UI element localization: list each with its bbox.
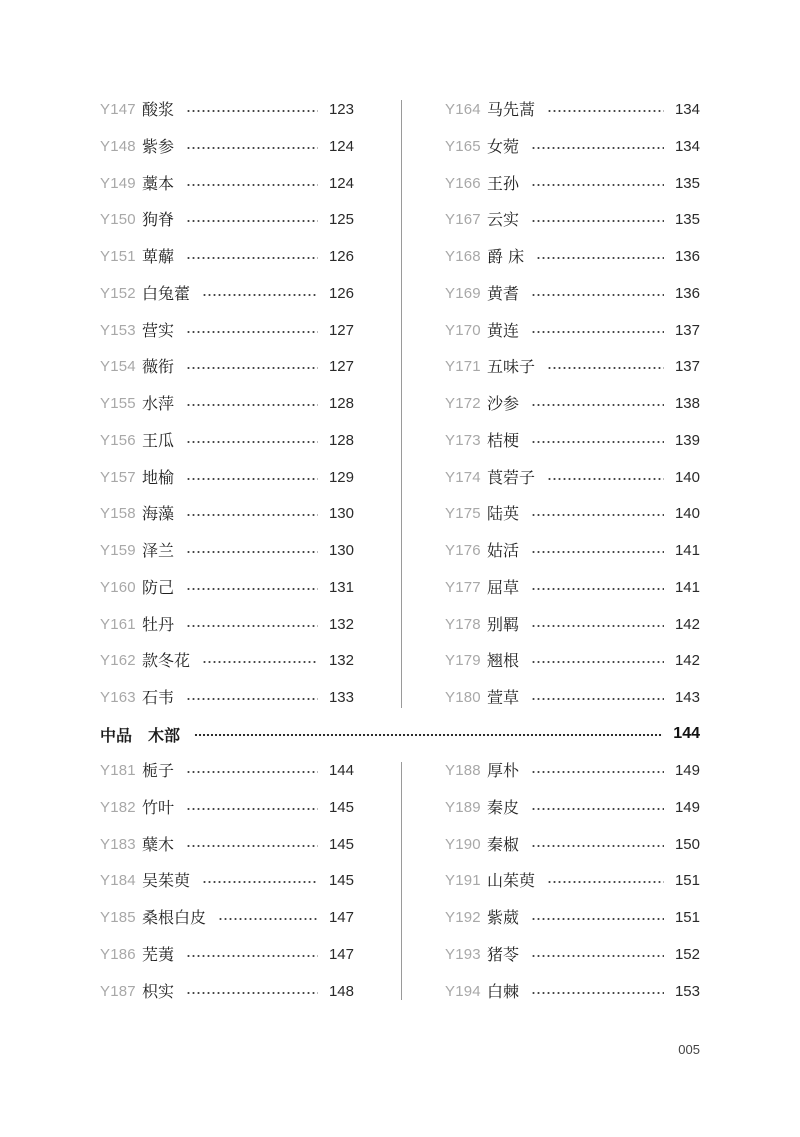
leader-dots bbox=[531, 551, 664, 553]
toc-entry bbox=[100, 943, 354, 967]
entry-name: 水萍 bbox=[142, 394, 175, 413]
entry-name: 蘖木 bbox=[142, 834, 175, 854]
entry-page-number: 130 bbox=[328, 542, 354, 559]
entry-name: 狗脊 bbox=[142, 210, 175, 230]
entry-name: 石韦 bbox=[142, 688, 175, 707]
entry-page-number: 139 bbox=[674, 431, 700, 449]
entry-code: Y185 bbox=[100, 909, 136, 926]
toc-entry bbox=[100, 686, 354, 710]
entry-name: 枳实 bbox=[142, 981, 175, 1001]
entry-page-number: 136 bbox=[674, 248, 700, 265]
leader-dots bbox=[531, 331, 664, 333]
entry-page-number: 135 bbox=[674, 174, 700, 192]
entry-page-number: 127 bbox=[328, 358, 354, 376]
entry-name: 桔梗 bbox=[487, 430, 520, 450]
toc-entry bbox=[445, 759, 700, 783]
entry-name: 白棘 bbox=[487, 981, 520, 1001]
toc-entry bbox=[100, 980, 354, 1004]
entry-code: Y157 bbox=[100, 468, 136, 486]
entry-name: 黄连 bbox=[487, 320, 520, 340]
entry-code: Y179 bbox=[445, 652, 481, 670]
entry-code: Y163 bbox=[100, 689, 136, 706]
toc-entry bbox=[445, 796, 700, 820]
page-folio: 005 bbox=[678, 1042, 700, 1057]
column-divider-bottom bbox=[401, 762, 402, 1000]
entry-page-number: 153 bbox=[674, 982, 700, 1000]
entry-name: 厚朴 bbox=[487, 761, 520, 780]
leader-dots bbox=[531, 514, 664, 516]
entry-code: Y162 bbox=[100, 652, 136, 670]
entry-name: 酸浆 bbox=[142, 100, 175, 119]
entry-name: 沙参 bbox=[487, 394, 520, 413]
toc-entry bbox=[445, 833, 700, 857]
toc-entry bbox=[445, 319, 700, 343]
leader-dots bbox=[186, 588, 318, 590]
entry-code: Y164 bbox=[445, 101, 481, 118]
entry-page-number: 128 bbox=[328, 431, 354, 449]
toc-entry bbox=[100, 208, 354, 232]
entry-page-number: 132 bbox=[328, 615, 354, 633]
entry-page-number: 150 bbox=[674, 835, 700, 853]
entry-name: 芜荑 bbox=[142, 944, 175, 964]
entry-name: 五味子 bbox=[487, 357, 536, 377]
leader-dots bbox=[186, 845, 318, 847]
entry-code: Y156 bbox=[100, 431, 136, 449]
entry-code: Y174 bbox=[445, 468, 481, 486]
column-divider-top bbox=[401, 100, 402, 708]
entry-page-number: 133 bbox=[328, 689, 354, 706]
toc-entry bbox=[100, 135, 354, 159]
entry-name: 猪苓 bbox=[487, 944, 520, 964]
entry-page-number: 140 bbox=[674, 468, 700, 486]
entry-page-number: 123 bbox=[328, 101, 354, 118]
toc-entry bbox=[445, 392, 700, 416]
entry-code: Y188 bbox=[445, 762, 481, 779]
entry-page-number: 145 bbox=[328, 872, 354, 890]
leader-dots bbox=[531, 808, 664, 810]
entry-name: 地榆 bbox=[142, 467, 175, 487]
leader-dots bbox=[186, 955, 318, 957]
entry-name: 栀子 bbox=[142, 761, 175, 780]
leader-dots bbox=[186, 220, 318, 222]
toc-entry bbox=[100, 759, 354, 783]
toc-entry bbox=[100, 172, 354, 196]
entry-name: 秦椒 bbox=[487, 834, 520, 854]
entry-name: 姑活 bbox=[487, 541, 520, 560]
entry-code: Y191 bbox=[445, 872, 481, 890]
leader-dots bbox=[186, 331, 318, 333]
entry-code: Y172 bbox=[445, 395, 481, 412]
toc-entry bbox=[445, 686, 700, 710]
entry-code: Y181 bbox=[100, 762, 136, 779]
entry-page-number: 141 bbox=[674, 542, 700, 559]
toc-entry bbox=[445, 172, 700, 196]
entry-name: 款冬花 bbox=[142, 651, 191, 671]
leader-dots bbox=[531, 918, 664, 920]
toc-entry bbox=[445, 613, 700, 637]
toc-entry bbox=[100, 649, 354, 673]
entry-code: Y165 bbox=[445, 137, 481, 155]
entry-name: 王孙 bbox=[487, 173, 520, 193]
entry-name: 竹叶 bbox=[142, 797, 175, 817]
entry-name: 翘根 bbox=[487, 651, 520, 671]
entry-code: Y178 bbox=[445, 615, 481, 633]
leader-dots bbox=[202, 881, 318, 883]
leader-dots bbox=[547, 881, 664, 883]
entry-code: Y148 bbox=[100, 137, 136, 155]
entry-page-number: 148 bbox=[328, 982, 354, 1000]
entry-page-number: 126 bbox=[328, 284, 354, 302]
entry-code: Y193 bbox=[445, 945, 481, 963]
entry-name: 藁本 bbox=[142, 173, 175, 193]
entry-code: Y189 bbox=[445, 798, 481, 816]
entry-code: Y153 bbox=[100, 321, 136, 339]
entry-code: Y169 bbox=[445, 284, 481, 302]
entry-code: Y161 bbox=[100, 615, 136, 633]
leader-dots bbox=[186, 404, 318, 406]
entry-code: Y166 bbox=[445, 174, 481, 192]
leader-dots bbox=[547, 110, 664, 112]
entry-page-number: 128 bbox=[328, 395, 354, 412]
entry-code: Y183 bbox=[100, 835, 136, 853]
entry-code: Y187 bbox=[100, 982, 136, 1000]
entry-name: 爵 床 bbox=[487, 247, 525, 266]
leader-dots bbox=[194, 734, 663, 736]
entry-name: 屈草 bbox=[487, 577, 520, 597]
entry-code: Y150 bbox=[100, 211, 136, 229]
leader-dots bbox=[531, 661, 664, 663]
entry-page-number: 144 bbox=[328, 762, 354, 779]
entry-page-number: 124 bbox=[328, 174, 354, 192]
toc-entry bbox=[445, 245, 700, 269]
toc-entry bbox=[445, 980, 700, 1004]
toc-entry bbox=[100, 319, 354, 343]
toc-entry bbox=[100, 539, 354, 563]
entry-page-number: 151 bbox=[674, 909, 700, 926]
entry-page-number: 125 bbox=[328, 211, 354, 229]
leader-dots bbox=[218, 918, 318, 920]
entry-page-number: 151 bbox=[674, 872, 700, 890]
entry-code: Y154 bbox=[100, 358, 136, 376]
toc-entry bbox=[100, 502, 354, 526]
toc-entry bbox=[445, 576, 700, 600]
toc-entry bbox=[445, 282, 700, 306]
entry-name: 王瓜 bbox=[142, 430, 175, 450]
entry-name: 紫葳 bbox=[487, 908, 520, 927]
toc-entry bbox=[445, 208, 700, 232]
leader-dots bbox=[547, 367, 664, 369]
entry-page-number: 142 bbox=[674, 652, 700, 670]
entry-name: 桑根白皮 bbox=[142, 908, 207, 927]
entry-name: 营实 bbox=[142, 320, 175, 340]
entry-code: Y168 bbox=[445, 248, 481, 265]
leader-dots bbox=[531, 184, 664, 186]
entry-name: 秦皮 bbox=[487, 797, 520, 817]
leader-dots bbox=[202, 294, 318, 296]
entry-page-number: 124 bbox=[328, 137, 354, 155]
toc-entry bbox=[100, 98, 354, 122]
entry-name: 防己 bbox=[142, 577, 175, 597]
entry-code: Y160 bbox=[100, 578, 136, 596]
entry-code: Y194 bbox=[445, 982, 481, 1000]
entry-page-number: 136 bbox=[674, 284, 700, 302]
entry-name: 萆薢 bbox=[142, 247, 175, 266]
entry-name: 陆英 bbox=[487, 504, 520, 524]
toc-entry bbox=[100, 833, 354, 857]
entry-name: 白兔藿 bbox=[142, 283, 191, 303]
entry-name: 山茱萸 bbox=[487, 871, 536, 891]
entry-code: Y155 bbox=[100, 395, 136, 412]
leader-dots bbox=[186, 698, 318, 700]
toc-entry bbox=[100, 282, 354, 306]
toc-entry bbox=[445, 135, 700, 159]
entry-code: Y175 bbox=[445, 505, 481, 523]
entry-code: Y158 bbox=[100, 505, 136, 523]
leader-dots bbox=[531, 220, 664, 222]
entry-page-number: 137 bbox=[674, 321, 700, 339]
entry-name: 萱草 bbox=[487, 688, 520, 707]
leader-dots bbox=[186, 441, 318, 443]
entry-code: Y177 bbox=[445, 578, 481, 596]
section-heading bbox=[100, 722, 700, 746]
leader-dots bbox=[531, 698, 664, 700]
entry-page-number: 140 bbox=[674, 505, 700, 523]
leader-dots bbox=[531, 404, 664, 406]
entry-code: Y186 bbox=[100, 945, 136, 963]
toc-entry bbox=[445, 98, 700, 122]
entry-name: 女菀 bbox=[487, 136, 520, 156]
toc-entry bbox=[445, 466, 700, 490]
entry-page-number: 130 bbox=[328, 505, 354, 523]
toc-entry bbox=[100, 796, 354, 820]
leader-dots bbox=[531, 588, 664, 590]
section-title: 中品 木部 bbox=[100, 725, 181, 745]
entry-page-number: 147 bbox=[328, 909, 354, 926]
leader-dots bbox=[531, 147, 664, 149]
entry-code: Y176 bbox=[445, 542, 481, 559]
leader-dots bbox=[186, 808, 318, 810]
entry-name: 黄耆 bbox=[487, 283, 520, 303]
section-page-number: 144 bbox=[673, 725, 700, 742]
toc-entry bbox=[100, 869, 354, 893]
leader-dots bbox=[186, 257, 318, 259]
entry-page-number: 127 bbox=[328, 321, 354, 339]
leader-dots bbox=[186, 110, 318, 112]
toc-entry bbox=[445, 943, 700, 967]
entry-code: Y167 bbox=[445, 211, 481, 229]
entry-page-number: 141 bbox=[674, 578, 700, 596]
toc-entry bbox=[100, 613, 354, 637]
entry-page-number: 152 bbox=[674, 945, 700, 963]
entry-page-number: 149 bbox=[674, 762, 700, 779]
leader-dots bbox=[531, 992, 664, 994]
entry-code: Y149 bbox=[100, 174, 136, 192]
entry-code: Y152 bbox=[100, 284, 136, 302]
leader-dots bbox=[186, 367, 318, 369]
toc-entry bbox=[100, 906, 354, 930]
leader-dots bbox=[186, 625, 318, 627]
entry-name: 马先蒿 bbox=[487, 100, 536, 119]
toc-entry bbox=[100, 466, 354, 490]
toc-entry bbox=[445, 906, 700, 930]
leader-dots bbox=[186, 551, 318, 553]
leader-dots bbox=[547, 478, 664, 480]
entry-code: Y173 bbox=[445, 431, 481, 449]
entry-code: Y159 bbox=[100, 542, 136, 559]
entry-page-number: 147 bbox=[328, 945, 354, 963]
entry-name: 牡丹 bbox=[142, 614, 175, 634]
entry-code: Y170 bbox=[445, 321, 481, 339]
entry-name: 紫参 bbox=[142, 136, 175, 156]
toc-entry bbox=[445, 649, 700, 673]
leader-dots bbox=[531, 441, 664, 443]
entry-code: Y151 bbox=[100, 248, 136, 265]
toc-entry bbox=[445, 355, 700, 379]
leader-dots bbox=[186, 147, 318, 149]
entry-code: Y182 bbox=[100, 798, 136, 816]
toc-entry bbox=[445, 539, 700, 563]
entry-code: Y184 bbox=[100, 872, 136, 890]
toc-entry bbox=[100, 392, 354, 416]
toc-entry bbox=[445, 869, 700, 893]
leader-dots bbox=[186, 478, 318, 480]
entry-page-number: 129 bbox=[328, 468, 354, 486]
entry-page-number: 137 bbox=[674, 358, 700, 376]
entry-page-number: 145 bbox=[328, 798, 354, 816]
entry-page-number: 142 bbox=[674, 615, 700, 633]
entry-name: 泽兰 bbox=[142, 541, 175, 560]
leader-dots bbox=[536, 257, 664, 259]
entry-page-number: 135 bbox=[674, 211, 700, 229]
toc-entry bbox=[100, 429, 354, 453]
entry-code: Y190 bbox=[445, 835, 481, 853]
toc-entry bbox=[100, 576, 354, 600]
entry-name: 别羁 bbox=[487, 614, 520, 634]
toc-entry bbox=[445, 502, 700, 526]
entry-page-number: 132 bbox=[328, 652, 354, 670]
entry-code: Y180 bbox=[445, 689, 481, 706]
entry-page-number: 138 bbox=[674, 395, 700, 412]
entry-name: 薇衔 bbox=[142, 357, 175, 377]
entry-code: Y171 bbox=[445, 358, 481, 376]
toc-entry bbox=[445, 429, 700, 453]
leader-dots bbox=[186, 514, 318, 516]
leader-dots bbox=[531, 845, 664, 847]
entry-name: 吴茱萸 bbox=[142, 871, 191, 891]
leader-dots bbox=[186, 184, 318, 186]
entry-name: 莨菪子 bbox=[487, 467, 536, 487]
entry-code: Y192 bbox=[445, 909, 481, 926]
leader-dots bbox=[186, 992, 318, 994]
entry-page-number: 126 bbox=[328, 248, 354, 265]
leader-dots bbox=[531, 625, 664, 627]
leader-dots bbox=[202, 661, 318, 663]
entry-code: Y147 bbox=[100, 101, 136, 118]
entry-page-number: 145 bbox=[328, 835, 354, 853]
toc-entry bbox=[100, 355, 354, 379]
entry-page-number: 143 bbox=[674, 689, 700, 706]
leader-dots bbox=[531, 294, 664, 296]
toc-entry bbox=[100, 245, 354, 269]
leader-dots bbox=[531, 955, 664, 957]
leader-dots bbox=[186, 771, 318, 773]
entry-page-number: 134 bbox=[674, 137, 700, 155]
entry-name: 海藻 bbox=[142, 504, 175, 524]
entry-page-number: 134 bbox=[674, 101, 700, 118]
entry-page-number: 149 bbox=[674, 798, 700, 816]
entry-page-number: 131 bbox=[328, 578, 354, 596]
entry-name: 云实 bbox=[487, 210, 520, 230]
leader-dots bbox=[531, 771, 664, 773]
